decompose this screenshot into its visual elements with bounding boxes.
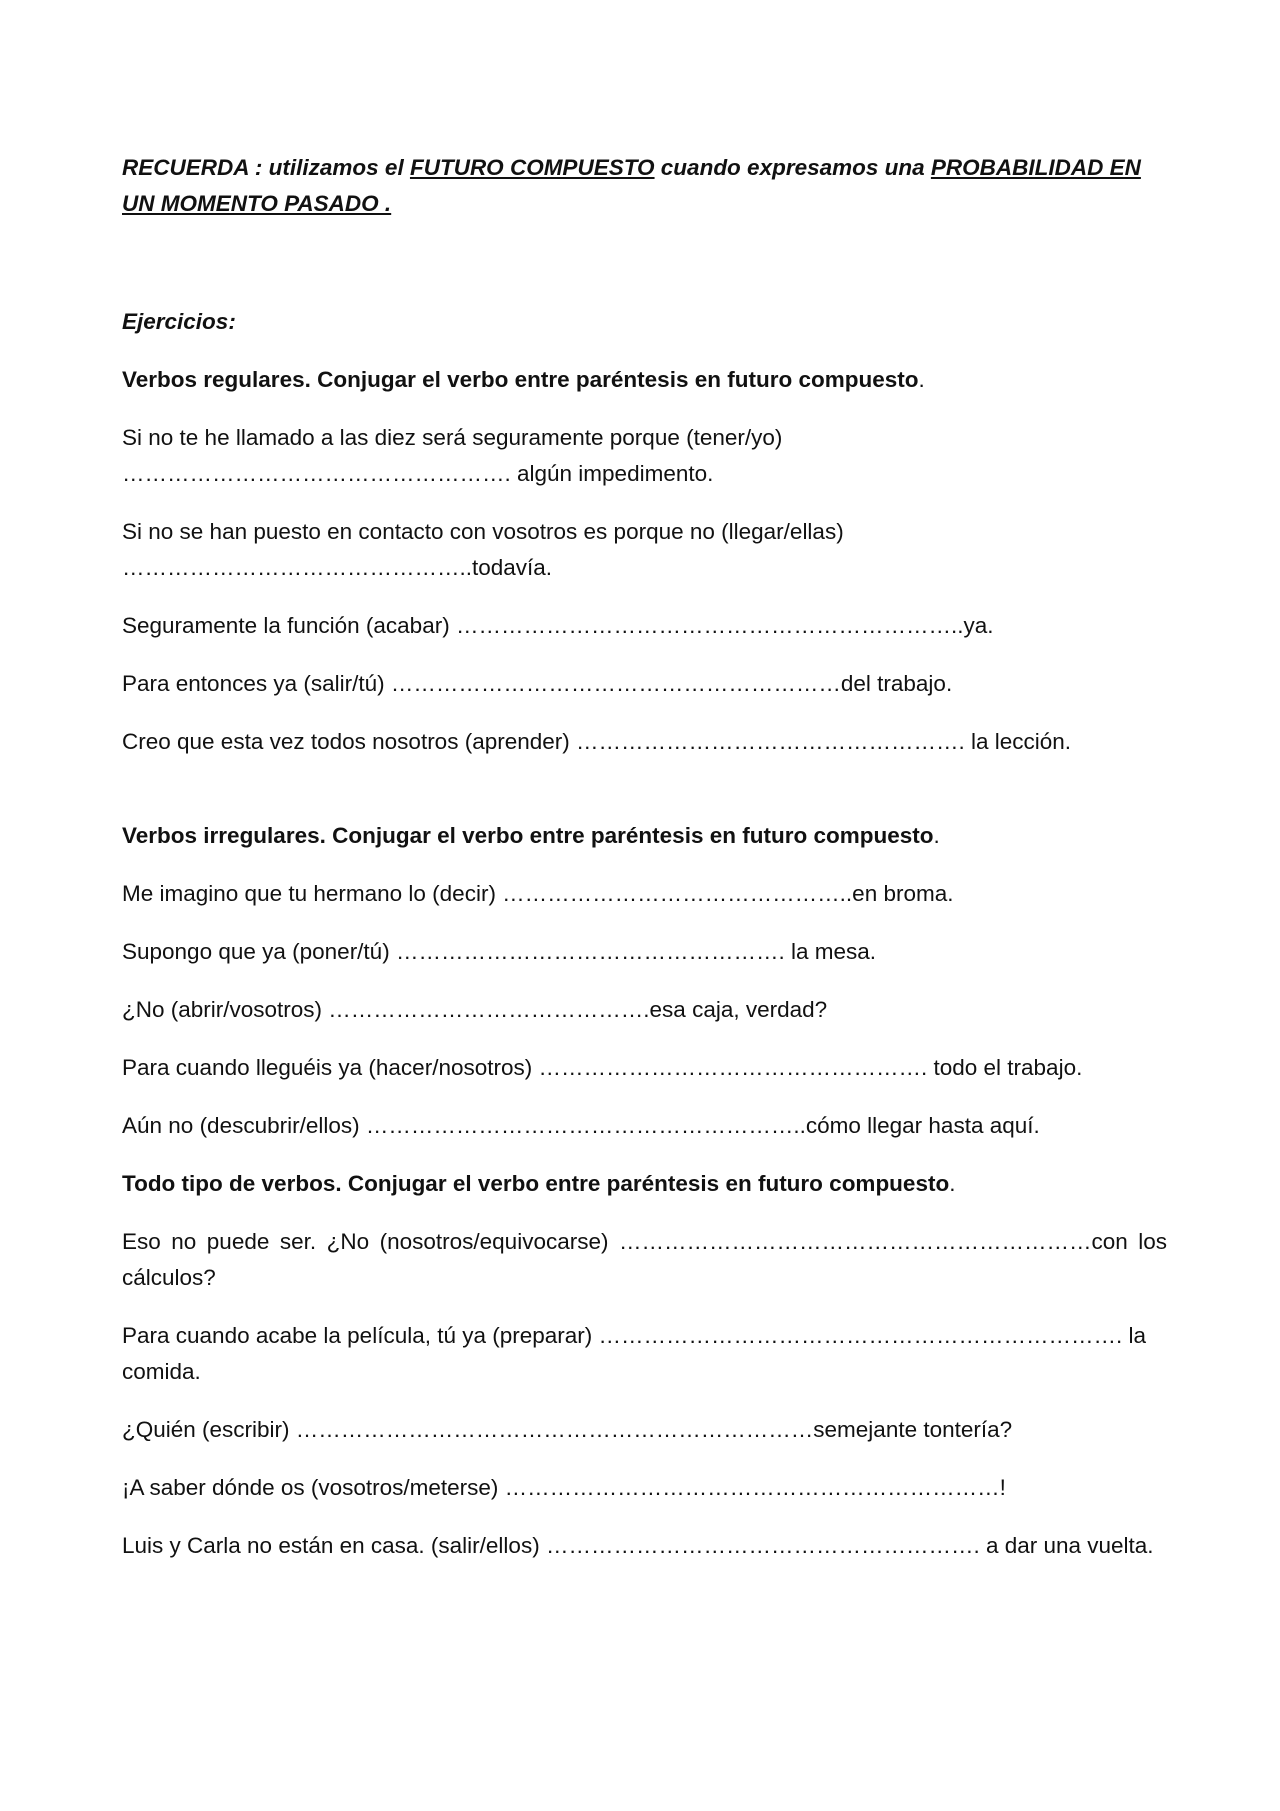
- exercise-item: Seguramente la función (acabar) …………………………………………………………..ya.: [122, 613, 994, 638]
- exercise-item: Si no te he llamado a las diez será seguramente porque (tener/yo) ……………………………………………. algún impedimento.: [122, 425, 783, 486]
- exercise-item: Creo que esta vez todos nosotros (aprender) ……………………………………………. la lección.: [122, 729, 1072, 754]
- recuerda-text-1: RECUERDA : utilizamos el: [122, 155, 410, 180]
- section-heading-regulares: [122, 362, 1167, 398]
- exercise-item: Si no se han puesto en contacto con vosotros es porque no (llegar/ellas) ………………………………………..todavía.: [122, 519, 844, 580]
- ejercicios-label: Ejercicios:: [122, 309, 236, 334]
- exercise-item: Aún no (descubrir/ellos) …………………………………………………..cómo llegar hasta aquí.: [122, 1113, 1040, 1138]
- recuerda-term-probabilidad: PROBABILIDAD EN UN MOMENTO PASADO .: [122, 155, 1141, 216]
- section-heading-todo-tipo: [122, 1166, 1167, 1202]
- exercise-item: Luis y Carla no están en casa. (salir/ellos) …………………………………………………. a dar una vuelta.: [122, 1533, 1154, 1558]
- exercise-item: Para cuando lleguéis ya (hacer/nosotros) ……………………………………………. todo el trabajo.: [122, 1055, 1083, 1080]
- section-heading-period: .: [918, 367, 925, 392]
- section-heading-text: Verbos regulares. Conjugar el verbo entre paréntesis en futuro compuesto: [122, 367, 919, 392]
- document-page: [122, 150, 1167, 1586]
- exercise-item: Me imagino que tu hermano lo (decir) ………………………………………..en broma.: [122, 881, 954, 906]
- section-heading-text: Todo tipo de verbos. Conjugar el verbo entre paréntesis en futuro compuesto: [122, 1171, 950, 1196]
- section-heading-period: .: [933, 823, 940, 848]
- exercise-item: Para entonces ya (salir/tú) ……………………………………………………del trabajo.: [122, 671, 953, 696]
- recuerda-note: [122, 150, 1167, 222]
- exercise-item: Para cuando acabe la película, tú ya (preparar) ……………………………………………………………. la comida.: [122, 1323, 1147, 1384]
- recuerda-term-futuro-compuesto: FUTURO COMPUESTO: [409, 155, 655, 180]
- exercise-item: ¡A saber dónde os (vosotros/meterse) …………………………………………………………!: [122, 1475, 1006, 1500]
- recuerda-text-2: cuando expresamos una: [654, 155, 931, 180]
- exercise-item: Supongo que ya (poner/tú) ……………………………………………. la mesa.: [122, 939, 876, 964]
- section-heading-irregulares: [122, 818, 1167, 854]
- exercise-item: ¿No (abrir/vosotros) …………………………………….esa caja, verdad?: [122, 997, 828, 1022]
- exercise-item: Eso no puede ser. ¿No (nosotros/equivocarse) ………………………………………………………con los cálculos?: [122, 1229, 1167, 1290]
- section-heading-period: .: [949, 1171, 956, 1196]
- section-heading-text: Verbos irregulares. Conjugar el verbo entre paréntesis en futuro compuesto: [122, 823, 934, 848]
- exercise-item: ¿Quién (escribir) ……………………………………………………………semejante tontería?: [122, 1417, 1013, 1442]
